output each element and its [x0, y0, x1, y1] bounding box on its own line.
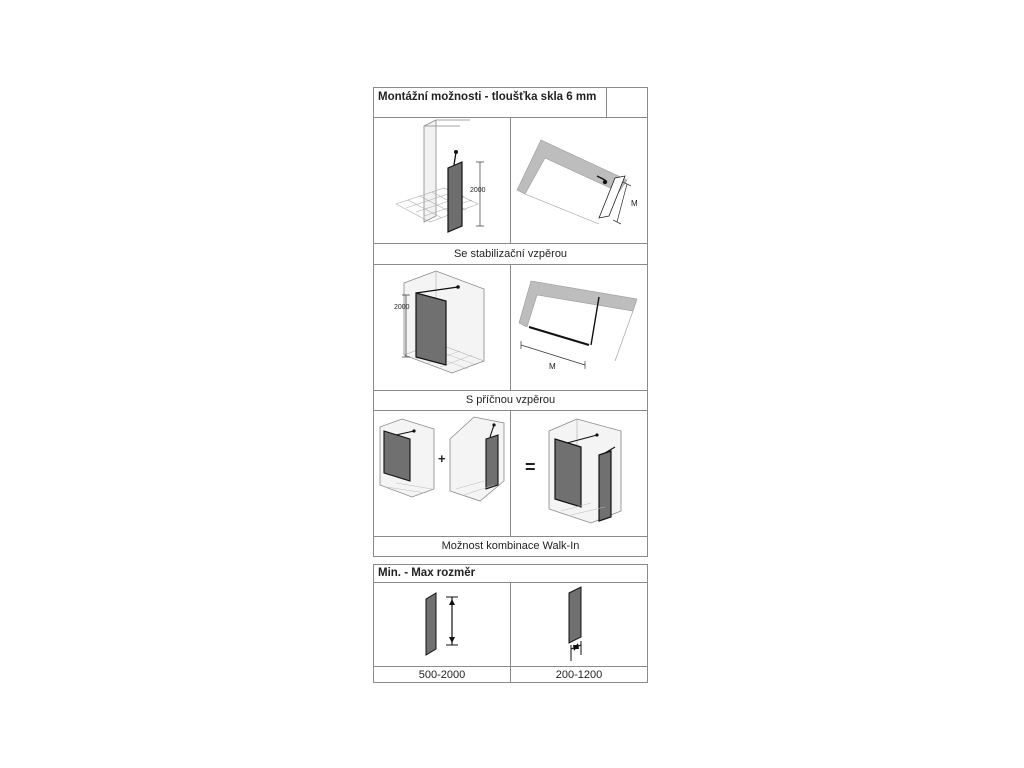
width-range-label: 200-1200: [555, 669, 603, 681]
walk-in-parts-drawing: [374, 411, 510, 536]
height-dimension-label: 2000: [394, 304, 410, 311]
width-dimension-label: M: [631, 199, 638, 208]
title-divider: [606, 87, 607, 118]
equals-sign: =: [525, 457, 536, 477]
caption-stabilizer: Se stabilizační vzpěrou: [453, 248, 568, 260]
width-dimension-label: M: [549, 362, 556, 371]
cross-brace-plan-drawing: [511, 265, 647, 390]
mounting-options-title: Montážní možnosti - tloušťka skla 6 mm: [378, 91, 597, 103]
sizes-caption-border: [373, 666, 648, 667]
caption-walk-in: Možnost kombinace Walk-In: [441, 540, 580, 552]
stabilizer-plan-drawing: [511, 118, 647, 243]
row2-border: [373, 390, 648, 391]
row3-border: [373, 536, 648, 537]
width-range-drawing: [511, 583, 647, 666]
plus-sign: +: [438, 451, 446, 466]
caption-cross-brace: S příčnou vzpěrou: [465, 394, 556, 406]
height-range-drawing: [374, 583, 510, 666]
height-dimension-label: 2000: [470, 187, 486, 194]
height-range-label: 500-2000: [418, 669, 466, 681]
row1-border: [373, 243, 648, 244]
size-range-title: Min. - Max rozměr: [378, 567, 476, 579]
stabilizer-iso-drawing: [374, 118, 510, 243]
cross-brace-iso-drawing: [374, 265, 510, 390]
walk-in-combined-drawing: [511, 411, 647, 536]
